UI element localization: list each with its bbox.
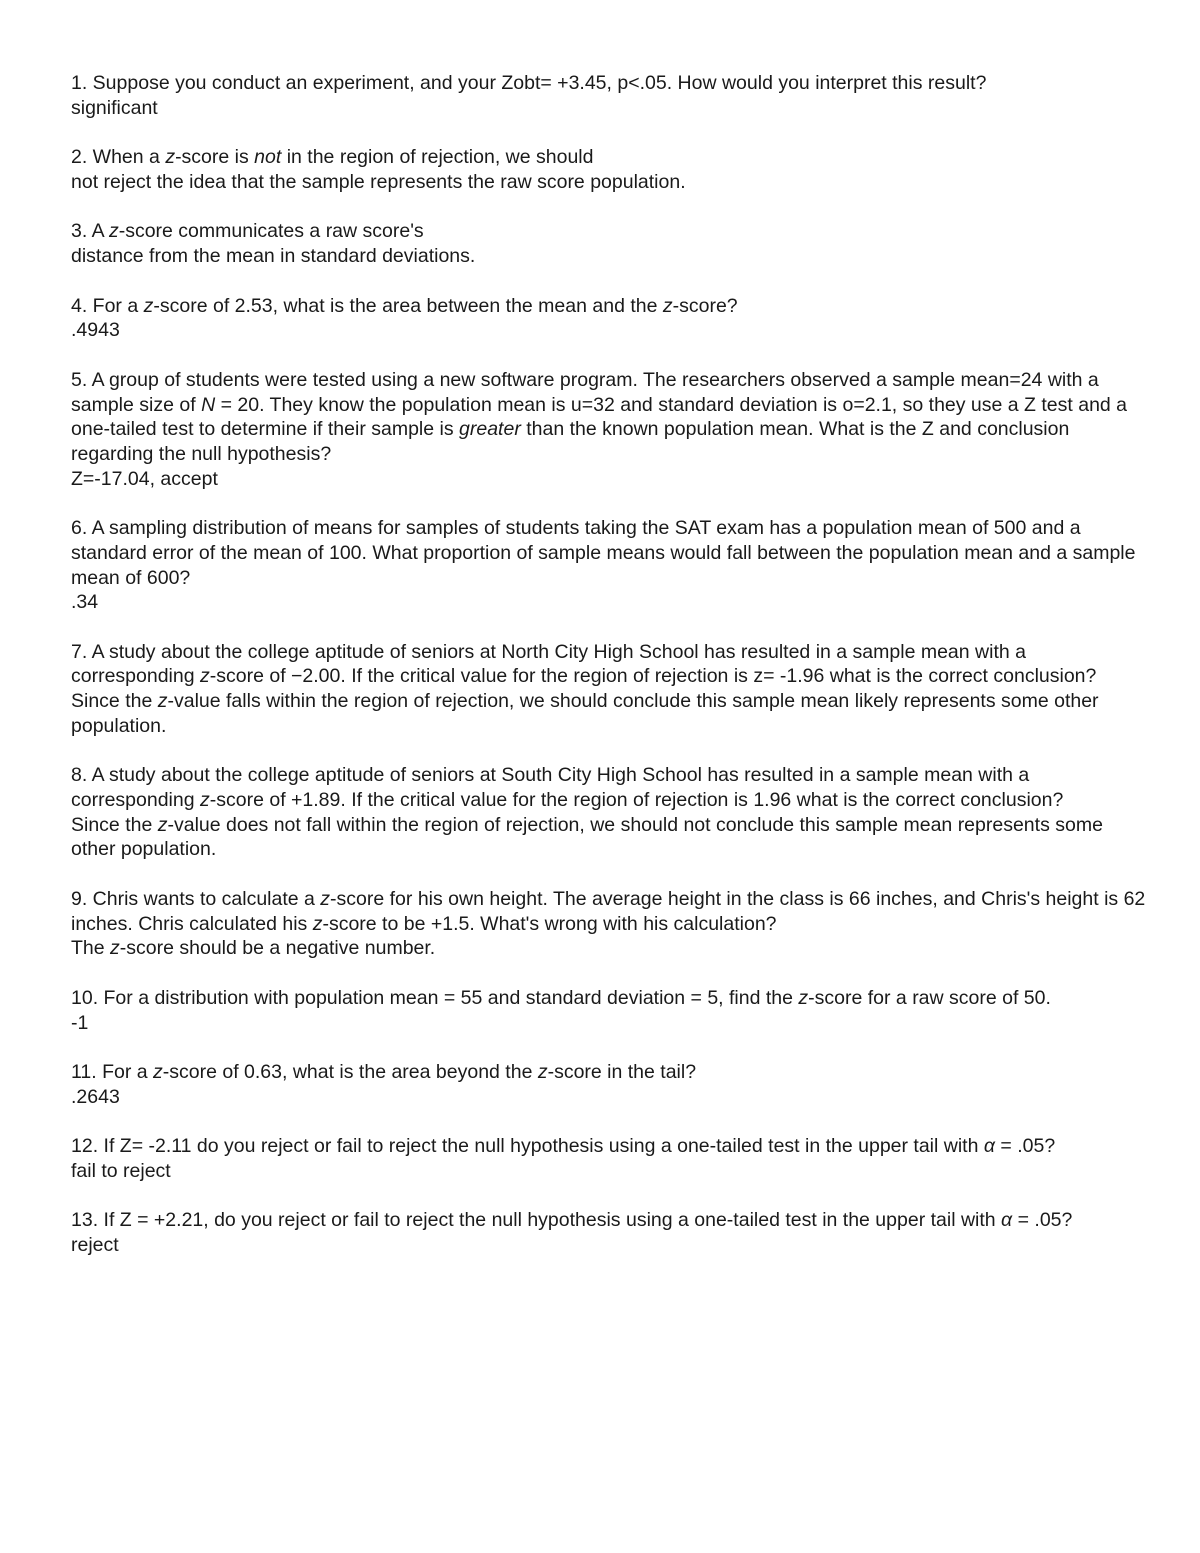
question-text (71, 368, 1151, 467)
italic-text: z (662, 294, 673, 317)
answer-text (71, 1233, 1151, 1258)
text-run: 13. If Z = +2.21, do you reject or fail to reject the null hypothesis using a one-tailed test in the upper tail with (71, 1209, 1002, 1232)
text-run: -score of −2.00. If the critical value for the region of rejection is z= -1.96 what is the correct conclusion? (209, 665, 1097, 688)
qa-item-2 (71, 145, 1151, 194)
text-run: 6. A sampling distribution of means for samples of students taking the SAT exam has a population mean of 500 and a standard error of the mean of 100. What proportion of sample means would fall between the population mean and a sample mean of 600? (71, 517, 1136, 589)
text-run: -score should be a negative number. (119, 937, 436, 960)
text-run: distance from the mean in standard deviations. (71, 245, 476, 268)
text-run: -score is (175, 146, 255, 169)
text-run: .4943 (71, 319, 120, 342)
text-run: -score to be +1.5. What's wrong with his calculation? (322, 912, 777, 935)
text-run: than the known population mean. What is the Z and conclusion regarding the null hypothesis? (71, 418, 1070, 465)
italic-text: z (200, 789, 210, 812)
text-run: 3. A (71, 220, 109, 243)
text-run: 8. A study about the college aptitude of seniors at South City High School has resulted in a sample mean with a corresponding (71, 764, 1030, 812)
text-run: Since the (71, 690, 158, 713)
question-text (71, 516, 1151, 590)
text-run: -value does not fall within the region of rejection, we should not conclude this sample mean represents some other population. (71, 813, 1103, 861)
text-run: 11. For a (71, 1061, 154, 1084)
question-text (71, 986, 1151, 1011)
question-text (71, 763, 1151, 812)
text-run: -score for a raw score of 50. (808, 986, 1051, 1009)
text-run: 9. Chris wants to calculate a (71, 887, 321, 910)
italic-text: z (320, 887, 331, 910)
answer-text (71, 96, 1151, 121)
question-text (71, 887, 1151, 936)
italic-text: z (312, 912, 323, 935)
text-run: Since the (71, 813, 158, 836)
text-run: 2. When a (71, 146, 166, 169)
italic-text: z (153, 1061, 163, 1084)
question-text (71, 145, 1151, 170)
text-run: -score in the tail? (547, 1061, 697, 1084)
question-text (71, 294, 1151, 319)
answer-text (71, 318, 1151, 343)
text-run: reject (71, 1234, 119, 1257)
question-text (71, 71, 1151, 96)
qa-item-6 (71, 516, 1151, 615)
text-run: not reject the idea that the sample represents the raw score population. (71, 170, 686, 193)
text-run: = 20. They know the population mean is u=32 and standard deviation is o=2.1, so they use a Z test and a one-tailed test to determine if their sample is (71, 393, 1128, 441)
qa-item-1 (71, 71, 1151, 120)
answer-text (71, 689, 1151, 738)
qa-item-9 (71, 887, 1151, 961)
text-run: -score communicates a raw score's (118, 220, 424, 243)
text-run: -score for his own height. The average height in the class is 66 inches, and Chris's height is 62 inches. Chris calculated his (71, 887, 1146, 935)
text-run: -score? (672, 294, 738, 317)
italic-text: z (165, 146, 176, 169)
qa-item-12 (71, 1134, 1151, 1183)
question-text (71, 219, 1151, 244)
text-run: 5. A group of students were tested using a new software program. The researchers observed a sample mean=24 with a sample size of (71, 368, 1099, 416)
answer-text (71, 1159, 1151, 1184)
qa-item-3 (71, 219, 1151, 268)
text-run: 7. A study about the college aptitude of seniors at North City High School has resulted in a sample mean with a corresponding (71, 640, 1026, 688)
text-run: Z=-17.04, accept (71, 467, 218, 490)
answer-text (71, 244, 1151, 269)
text-run: fail to reject (71, 1159, 171, 1182)
answer-text (71, 467, 1151, 492)
qa-item-8 (71, 763, 1151, 862)
answer-text (71, 170, 1151, 195)
text-run: 4. For a (71, 294, 144, 317)
question-text (71, 640, 1151, 689)
question-text (71, 1208, 1151, 1233)
italic-text: z (143, 294, 154, 317)
text-run: 12. If Z= -2.11 do you reject or fail to reject the null hypothesis using a one-tailed test in the upper tail with (71, 1135, 984, 1158)
answer-text (71, 813, 1151, 862)
answer-text (71, 1085, 1151, 1110)
qa-item-10 (71, 986, 1151, 1035)
text-run: .34 (71, 591, 99, 614)
italic-text: greater (459, 418, 521, 441)
text-run: The (71, 937, 111, 960)
italic-text: α (983, 1135, 995, 1158)
text-run: = .05? (1012, 1209, 1073, 1232)
answer-text (71, 936, 1151, 961)
answer-text (71, 1011, 1151, 1036)
text-run: -score of +1.89. If the critical value for the region of rejection is 1.96 what is the correct conclusion? (209, 789, 1064, 812)
italic-text: z (110, 937, 120, 960)
text-run: in the region of rejection, we should (281, 146, 594, 169)
italic-text: z (537, 1061, 548, 1084)
qa-item-5 (71, 368, 1151, 492)
text-run: -1 (71, 1011, 89, 1034)
italic-text: z (157, 813, 168, 836)
text-run: -score of 2.53, what is the area between the mean and the (153, 294, 663, 317)
text-run: .2643 (71, 1085, 120, 1108)
document-page (71, 71, 1151, 1283)
text-run: = .05? (995, 1135, 1056, 1158)
italic-text: z (798, 986, 809, 1009)
qa-item-11 (71, 1060, 1151, 1109)
italic-text: α (1001, 1209, 1013, 1232)
text-run: 1. Suppose you conduct an experiment, and your Zobt= +3.45, p<.05. How would you interpret this result? (71, 72, 987, 94)
italic-text: N (201, 393, 216, 416)
qa-item-13 (71, 1208, 1151, 1257)
text-run: 10. For a distribution with population mean = 55 and standard deviation = 5, find the (71, 986, 799, 1009)
text-run: -value falls within the region of rejection, we should conclude this sample mean likely represents some other population. (71, 690, 1099, 737)
answer-text (71, 590, 1151, 615)
italic-text: z (157, 690, 168, 713)
italic-text: not (254, 146, 282, 169)
qa-item-4 (71, 294, 1151, 343)
question-text (71, 1060, 1151, 1085)
text-run: -score of 0.63, what is the area beyond the (162, 1061, 538, 1084)
text-run: significant (71, 96, 158, 119)
question-text (71, 1134, 1151, 1159)
italic-text: z (108, 220, 119, 243)
italic-text: z (200, 665, 210, 688)
qa-item-7 (71, 640, 1151, 739)
